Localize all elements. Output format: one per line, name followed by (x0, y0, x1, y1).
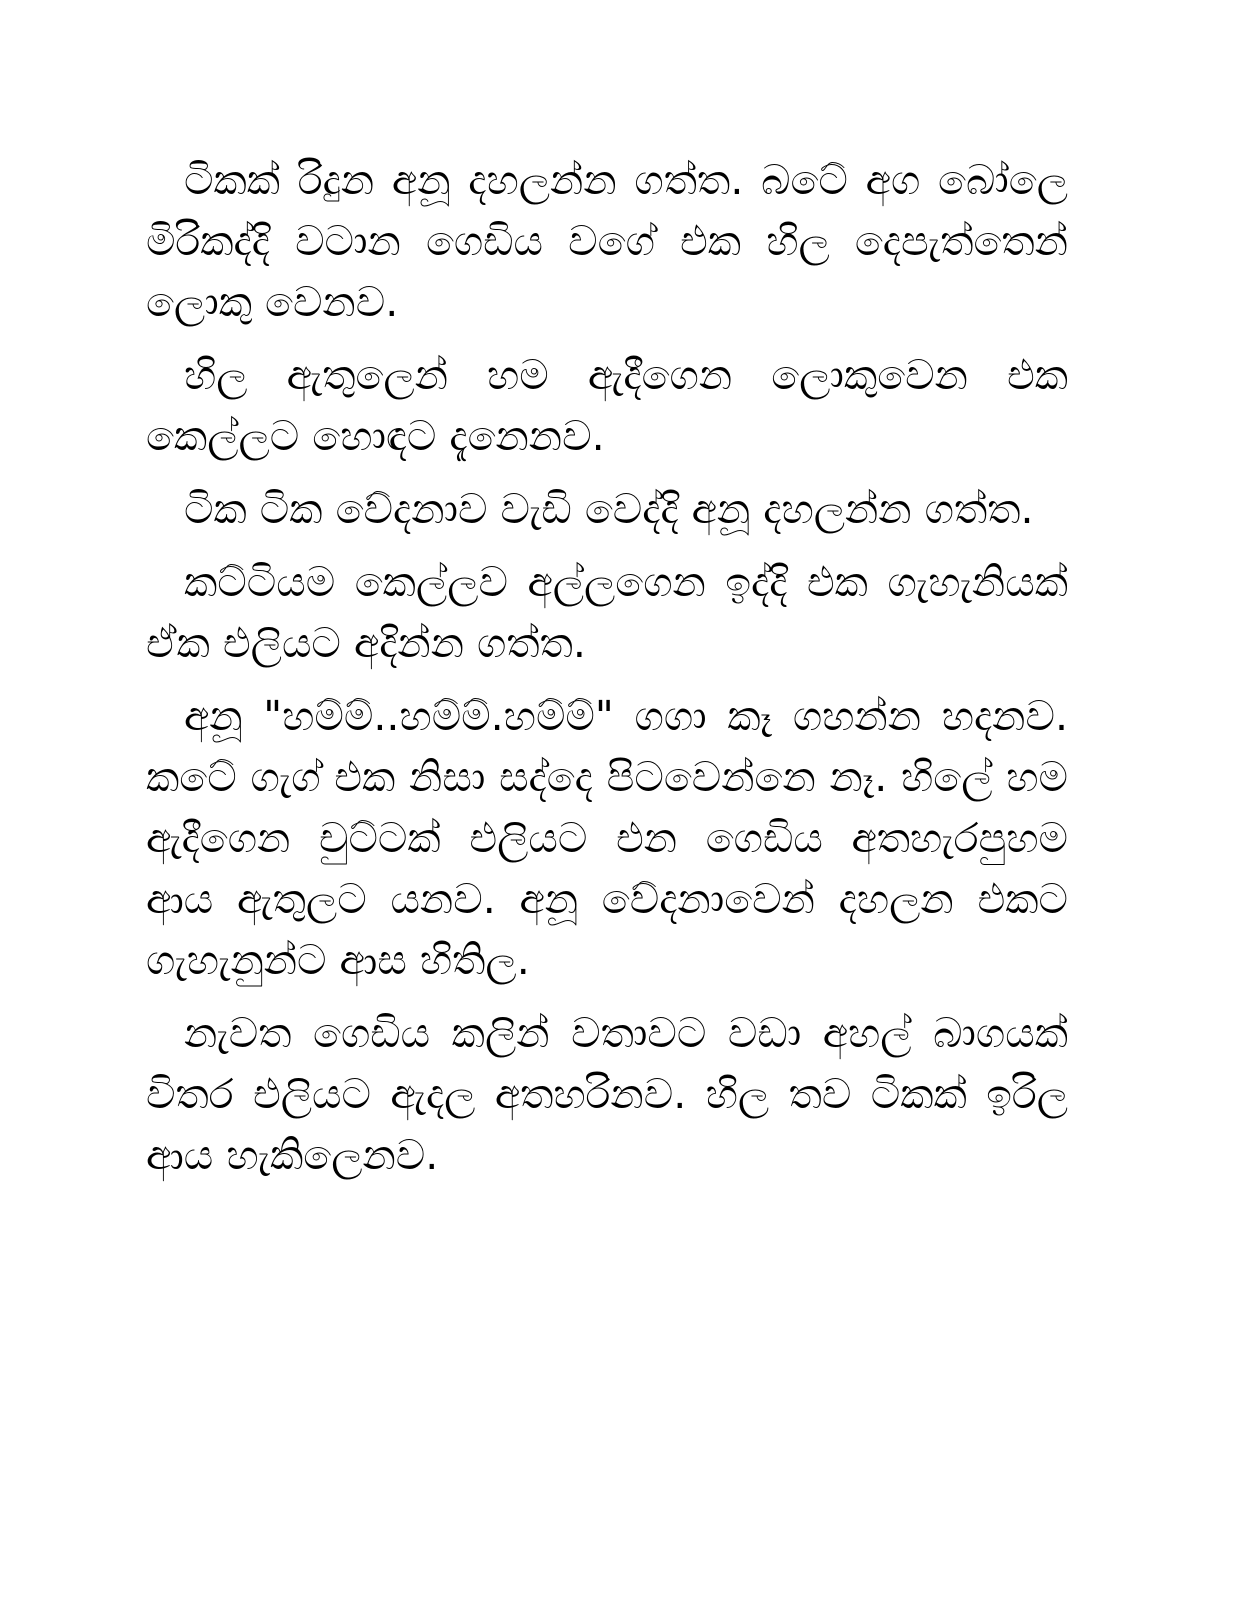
paragraph-2: හිල ඇතුලෙන් හම ඇදීගෙන ලොකුවෙන එක කෙල්ලට හොඳට දැනෙනව. (146, 351, 1068, 460)
paragraph-4: කට්ටියම කෙල්ලව අල්ලගෙන ඉද්දි එක ගැහැනියක් ඒක එලියට අදින්න ගත්ත. (146, 558, 1068, 667)
paragraph-3: ටික ටික වේදනාව වැඩි වෙද්දි අනූ දහලන්න ගත්ත. (184, 485, 1034, 533)
paragraph-1: ටිකක් රිදුන අනූ දහලන්න ගත්ත. බටේ අග බෝලෙ මිරිකද්දි වටාන ගෙඩිය වගේ එක හිල දෙපැත්තෙන් ලොකු වෙනව. (146, 156, 1068, 326)
paragraph-5: අනූ "හම්ම්..හම්ම්.හම්ම්" ගගා කෑ ගහන්න හදනව. කටේ ගැග් එක නිසා සද්දෙ පිටවෙන්නෙ නෑ. හිලේ හම ඇදීගෙන චුට්ටක් එලියට එන ගෙඩිය අතහැරපුහම ආය ඇතුලට යනව. අනූ වේදනාවෙන් දහලන එකට ගැහැනුන්ට ආස හිතිල. (146, 692, 1068, 984)
paragraph-6: නැවත ගෙඩිය කලින් වතාවට වඩා අහල් බාගයක් විතර එලියට ඇදල අතහරිනව. හිල තව ටිකක් ඉරිල ආය හැකිලෙනව. (146, 1009, 1068, 1179)
document-page (146, 150, 1068, 1198)
